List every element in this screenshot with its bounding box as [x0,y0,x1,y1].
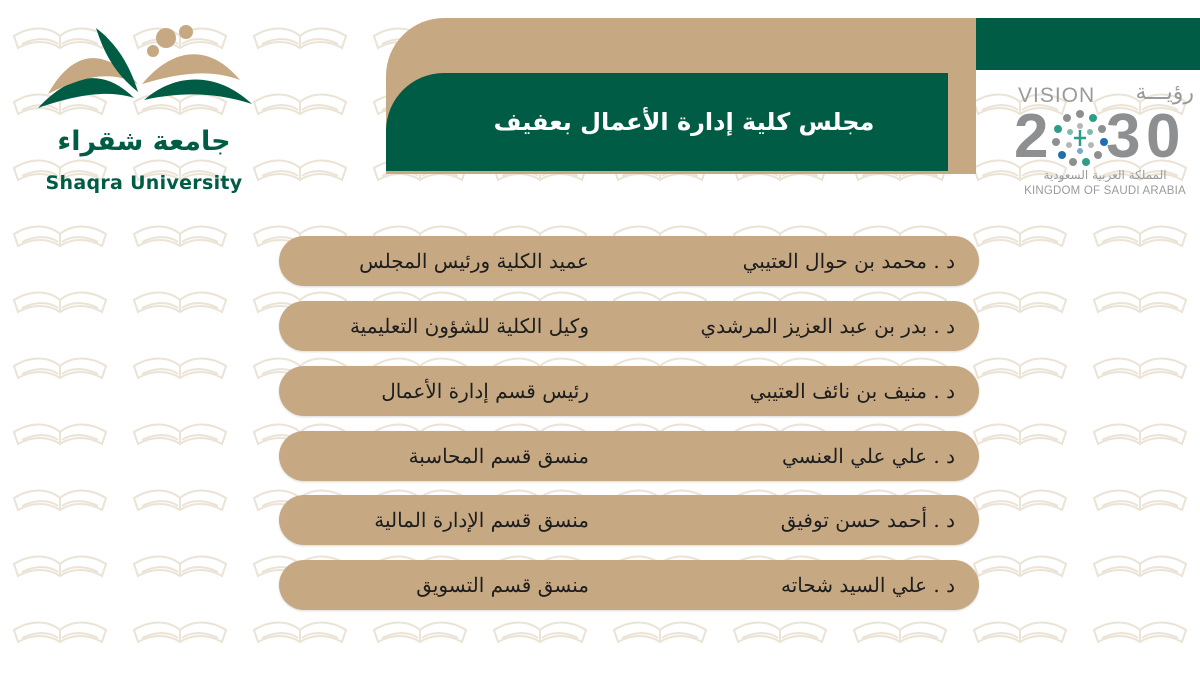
member-role: وكيل الكلية للشؤون التعليمية [349,314,589,338]
member-role: منسق قسم المحاسبة [408,444,589,468]
vision-label-english: VISION [1018,84,1096,107]
vision-year [1014,104,1194,170]
member-role: رئيس قسم إدارة الأعمال [381,379,589,403]
vision-country-arabic: المملكة العربية السعودية [1043,168,1167,182]
member-name: د . علي السيد شحاته [781,573,955,597]
member-name: د . محمد بن حوال العتيبي [742,249,955,273]
member-row [279,301,979,351]
vision-year-digit-3: 3 [1106,102,1141,171]
header-green-strip [944,18,1200,70]
vision-2030-logo [1010,82,1192,202]
vision-year-digit-2: 2 [1014,102,1049,171]
member-row [279,495,979,545]
open-book-logo-icon [26,20,262,130]
page-title: مجلس كلية إدارة الأعمال بعفيف [493,108,875,136]
member-name: د . أحمد حسن توفيق [780,508,955,532]
vision-year-digit-0: 0 [1146,102,1181,171]
member-role: منسق قسم التسويق [416,573,589,597]
member-role: عميد الكلية ورئيس المجلس [359,249,589,273]
university-name-english: Shaqra University [45,172,243,194]
member-name: د . علي علي العنسي [782,444,955,468]
vision-label-arabic: رؤيـــة [1135,80,1194,105]
member-row [279,236,979,286]
member-name: د . منيف بن نائف العتيبي [749,379,955,403]
member-row [279,431,979,481]
vision-2030-emblem-icon [1052,108,1108,168]
member-row [279,560,979,610]
vision-country-english: KINGDOM OF SAUDI ARABIA [1024,185,1186,197]
member-row [279,366,979,416]
university-name-arabic: جامعة شقراء [57,126,231,157]
member-name: د . بدر بن عبد العزيز المرشدي [700,314,955,338]
member-role: منسق قسم الإدارة المالية [374,508,589,532]
